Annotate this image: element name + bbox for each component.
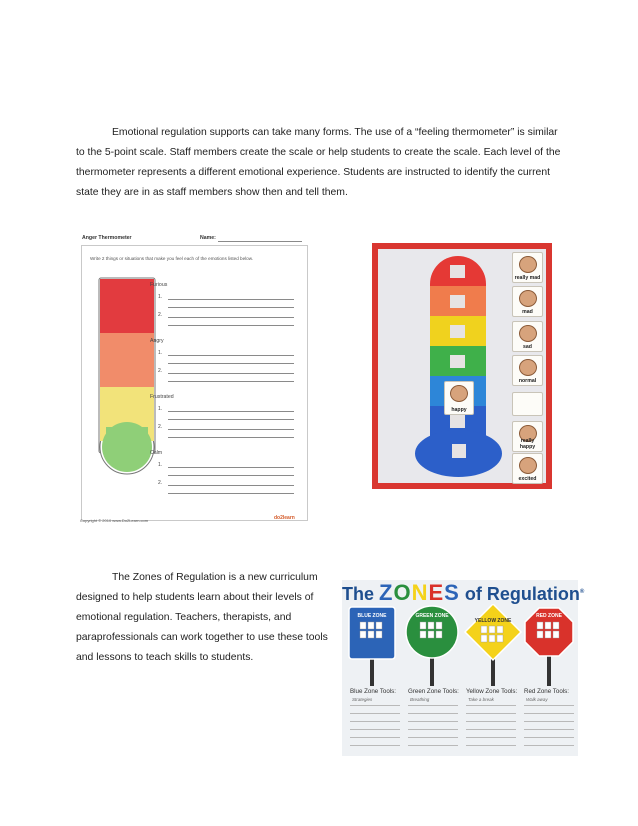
zone-tool-line[interactable] xyxy=(408,745,458,746)
face-picture xyxy=(376,622,382,629)
zone-tool-line[interactable] xyxy=(408,713,458,714)
face-picture xyxy=(360,622,366,629)
zone-tool-line[interactable] xyxy=(350,737,400,738)
sign-post xyxy=(547,654,551,686)
zone-tool-entry: Walk away xyxy=(526,697,548,702)
card-caption: really mad xyxy=(514,275,541,281)
face-picture xyxy=(436,631,442,638)
level-calm-neck xyxy=(106,427,148,447)
face-picture xyxy=(481,635,487,642)
emotion-card[interactable] xyxy=(512,286,543,317)
writing-line[interactable] xyxy=(168,317,294,318)
writing-line[interactable] xyxy=(168,419,294,420)
zone-tool-line[interactable] xyxy=(524,745,574,746)
face-picture xyxy=(360,631,366,638)
face-picture xyxy=(545,631,551,638)
card-caption: really happy xyxy=(519,438,536,450)
zone-tool-line[interactable] xyxy=(524,713,574,714)
name-line xyxy=(218,241,302,242)
face-picture xyxy=(489,626,495,633)
face-picture xyxy=(368,631,374,638)
face-icon xyxy=(519,256,537,273)
item-number: 1. xyxy=(158,350,163,356)
face-picture xyxy=(436,622,442,629)
poster-title xyxy=(342,580,585,606)
happy-card[interactable] xyxy=(444,381,474,415)
face-picture xyxy=(553,622,559,629)
worksheet-copyright: Copyright © 2010 www.Do2Learn.com xyxy=(80,518,149,523)
zone-tool-line[interactable] xyxy=(350,713,400,714)
zone-sign-red-zone[interactable] xyxy=(525,608,573,686)
emotion-label-calm: Calm xyxy=(150,450,163,456)
zone-tool-entry: Take a break xyxy=(468,697,494,702)
sign-label: BLUE ZONE xyxy=(357,613,387,619)
writing-line[interactable] xyxy=(168,325,294,326)
zone-tool-line[interactable] xyxy=(524,737,574,738)
face-picture xyxy=(428,631,434,638)
anger-thermometer-worksheet xyxy=(78,229,309,526)
sign-label: GREEN ZONE xyxy=(415,613,449,619)
item-number: 2. xyxy=(158,312,163,318)
card-caption: excited xyxy=(518,476,537,482)
face-picture xyxy=(545,622,551,629)
writing-line[interactable] xyxy=(168,475,294,476)
card-slot xyxy=(450,295,465,308)
feeling-thermometer-board xyxy=(372,243,552,489)
zone-tool-line[interactable] xyxy=(408,729,458,730)
card-slot xyxy=(450,325,465,338)
card-slot xyxy=(450,415,465,428)
face-icon xyxy=(519,359,537,376)
emotion-card[interactable] xyxy=(512,392,543,416)
face-picture xyxy=(481,626,487,633)
bulb-card-slot xyxy=(452,444,466,458)
writing-line[interactable] xyxy=(168,493,294,494)
emotion-label-frustrated: Frustrated xyxy=(150,394,174,400)
zone-tool-entry: Breathing xyxy=(410,697,430,702)
card-caption: normal xyxy=(518,378,537,384)
zone-tool-line[interactable] xyxy=(524,705,574,706)
face-picture xyxy=(368,622,374,629)
item-number: 1. xyxy=(158,294,163,300)
writing-line[interactable] xyxy=(168,485,294,486)
worksheet-title: Anger Thermometer xyxy=(82,235,132,241)
emotion-card[interactable] xyxy=(512,421,543,452)
zone-tool-line[interactable] xyxy=(466,729,516,730)
card-slot xyxy=(450,355,465,368)
face-icon xyxy=(519,325,537,342)
card-caption: sad xyxy=(523,344,532,350)
paragraph-text: Emotional regulation supports can take many forms. The use of a “feeling thermometer” is similar to the 5-point scale. Staff members create the scale or help students to create the scale. Each level of the thermometer represents a different emotional experience. Students are instructed to identify the current state they are in as staff members show then and tell them. xyxy=(76,127,561,198)
item-number: 2. xyxy=(158,424,163,430)
trademark: ® xyxy=(579,589,585,595)
board-background xyxy=(378,249,546,483)
card-caption: mad xyxy=(522,309,533,315)
face-picture xyxy=(553,631,559,638)
title-pre: The xyxy=(342,584,380,604)
zone-tool-line[interactable] xyxy=(408,737,458,738)
face-picture xyxy=(537,622,543,629)
thermometer-drawing xyxy=(92,277,162,475)
zone-tool-entry: Strategies xyxy=(352,697,373,702)
card-slot xyxy=(450,265,465,278)
item-number: 1. xyxy=(158,462,163,468)
paragraph-text: The Zones of Regulation is a new curriculum designed to help students learn about their levels of emotional regulation. Teachers, therapists, and paraprofessionals can work together to use these tools and lessons to teach skills to students. xyxy=(76,572,328,663)
card-caption: happy xyxy=(451,407,467,413)
emotion-card[interactable] xyxy=(512,453,543,484)
face-picture xyxy=(497,626,503,633)
face-icon xyxy=(450,385,468,402)
item-number: 2. xyxy=(158,368,163,374)
writing-line[interactable] xyxy=(168,411,294,412)
writing-line[interactable] xyxy=(168,437,294,438)
worksheet-name-label: Name: xyxy=(200,235,216,241)
zone-tool-line[interactable] xyxy=(466,737,516,738)
emotion-label-furious: Furious xyxy=(150,282,168,288)
writing-line[interactable] xyxy=(168,467,294,468)
level-angry xyxy=(100,333,154,387)
writing-line[interactable] xyxy=(168,355,294,356)
zone-tools-label: Blue Zone Tools: xyxy=(350,688,396,695)
sign-post xyxy=(430,654,434,686)
zone-tool-line[interactable] xyxy=(524,721,574,722)
sign-label: YELLOW ZONE xyxy=(474,618,512,624)
zone-tool-line[interactable] xyxy=(350,721,400,722)
title-letter: S xyxy=(444,580,460,605)
zone-tool-line[interactable] xyxy=(524,729,574,730)
face-picture xyxy=(376,631,382,638)
emotion-card[interactable] xyxy=(512,252,543,283)
level-furious xyxy=(100,279,154,333)
title-letter: N xyxy=(411,580,429,605)
worksheet-instruction: Write 2 things or situations that make you feel each of the emotions listed below. xyxy=(90,256,254,261)
zone-tool-line[interactable] xyxy=(408,705,458,706)
thermometer-bulb xyxy=(415,430,502,477)
face-picture xyxy=(420,631,426,638)
zone-tool-line[interactable] xyxy=(350,729,400,730)
sign-label: RED ZONE xyxy=(536,613,562,619)
thermometer-tube xyxy=(430,256,486,446)
do2learn-logo: do2learn xyxy=(274,515,295,521)
zones-of-regulation-poster xyxy=(342,580,585,756)
zone-tools-label: Green Zone Tools: xyxy=(408,688,459,695)
emotion-card[interactable] xyxy=(512,321,543,352)
paragraph-feeling-thermometer xyxy=(76,123,568,203)
writing-line[interactable] xyxy=(168,299,294,300)
zone-tools-label: Red Zone Tools: xyxy=(524,688,569,695)
zone-tool-line[interactable] xyxy=(408,721,458,722)
title-zones-word xyxy=(379,580,460,605)
face-picture xyxy=(420,622,426,629)
title-letter: Z xyxy=(379,580,394,605)
writing-line[interactable] xyxy=(168,381,294,382)
zone-sign-blue-zone[interactable] xyxy=(349,607,395,686)
zone-sign-green-zone[interactable] xyxy=(406,606,458,686)
zone-tool-line[interactable] xyxy=(466,721,516,722)
face-icon xyxy=(519,290,537,307)
face-picture xyxy=(489,635,495,642)
title-letter: E xyxy=(428,580,445,605)
zone-signs xyxy=(342,604,578,686)
zone-sign-yellow-zone[interactable] xyxy=(465,604,521,686)
emotion-label-angry: Angry xyxy=(150,338,164,344)
zone-tool-line[interactable] xyxy=(350,745,400,746)
zone-tool-line[interactable] xyxy=(350,705,400,706)
face-picture xyxy=(497,635,503,642)
face-icon xyxy=(519,457,537,474)
emotion-card[interactable] xyxy=(512,355,543,386)
title-post: of Regulation xyxy=(459,584,580,604)
writing-line[interactable] xyxy=(168,363,294,364)
zone-tool-line[interactable] xyxy=(466,713,516,714)
face-picture xyxy=(428,622,434,629)
paragraph-zones-of-regulation xyxy=(76,568,338,668)
writing-line[interactable] xyxy=(168,429,294,430)
face-picture xyxy=(537,631,543,638)
writing-line[interactable] xyxy=(168,307,294,308)
zone-tools-label: Yellow Zone Tools: xyxy=(466,688,518,695)
item-number: 2. xyxy=(158,480,163,486)
writing-line[interactable] xyxy=(168,373,294,374)
zone-tool-line[interactable] xyxy=(466,705,516,706)
item-number: 1. xyxy=(158,406,163,412)
zone-tool-line[interactable] xyxy=(466,745,516,746)
title-letter: O xyxy=(393,580,412,605)
